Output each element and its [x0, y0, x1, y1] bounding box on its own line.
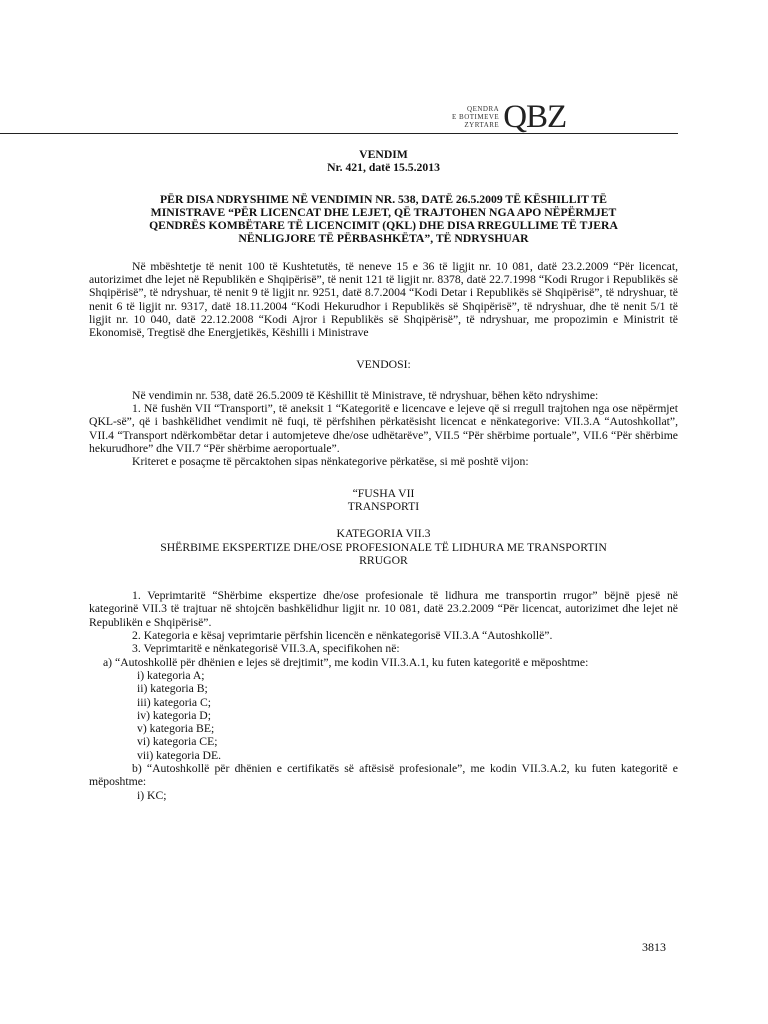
document-subject: PËR DISA NDRYSHIME NË VENDIMIN NR. 538, DATË 26.5.2009 TË KËSHILLIT TË MINISTRAVE “PËR LICENCAT DHE LEJET, QË TRAJTOHEN NGA APO NËPËRMJET QENDRËS KOMBËTARE TË LICENCIMIT (QKL) DHE DISA RREGULLIME TË TJERA NËNLIGJORE TË PËRBASHKËTA”, TË NDRYSHUAR [149, 192, 618, 246]
item-3-paragraph: 3. Veprimtaritë e nënkategorisë VII.3.A, specifikohen në: [132, 642, 400, 656]
list-item: ii) kategoria B; [137, 682, 208, 696]
criteria-paragraph: Kriteret e posaçme të përcaktohen sipas nënkategorive përkatëse, si më poshtë vijon: [132, 455, 529, 469]
list-item: vi) kategoria CE; [137, 735, 218, 749]
item-2-paragraph: 2. Kategoria e kësaj veprimtarie përfshin licencën e nënkategorisë VII.3.A “Autoshkollë”. [132, 629, 553, 643]
intro-paragraph: Në vendimin nr. 538, datë 26.5.2009 të Këshillit të Ministrave, të ndryshuar, bëhen këto ndryshime: [132, 388, 599, 402]
field-subtitle: TRANSPORTI [347, 499, 420, 513]
list-item: v) kategoria BE; [137, 722, 215, 736]
category-name: SHËRBIME EKSPERTIZE DHE/OSE PROFESIONALE TË LIDHURA ME TRANSPORTIN [160, 540, 607, 554]
page-number: 3813 [642, 940, 666, 954]
item-1-paragraph: 1. Veprimtaritë “Shërbime ekspertize dhe/ose profesionale të lidhura me transportin rrugor” bëjnë pjesë në kategorinë VII.3 të trajtuar në shtojcën bashkëlidhur ligjit nr. 10 081, datë 23.2.2009 “Për licencat, autorizimet dhe lejet në Republikën e Shqipërisë”. [89, 589, 678, 629]
document-title: VENDIM [359, 148, 408, 161]
header-rule [0, 133, 678, 134]
list-item: iv) kategoria D; [137, 708, 211, 722]
category-list-a [89, 669, 678, 762]
list-item: i) KC; [137, 788, 167, 802]
list-item: vii) kategoria DE. [137, 748, 222, 762]
point-1-paragraph: 1. Në fushën VII “Transporti”, të aneksit 1 “Kategoritë e licencave e lejeve që si rregull trajtohen nga ose nëpërmjet QKL-së”, që i bashkëlidhet vendimit në fuqi, të përfshihen përkatësisht licencat e nënkategorive: VII.3.A “Autoshkollat”, VII.4 “Transport ndërkombëtar detar i automjeteve dhe/ose udhëtarëve”, VII.5 “Për shërbime portuale”, VII.6 “Për shërbime hekurudhore” dhe VII.7 “Për shërbime aeroportuale”. [89, 402, 678, 456]
list-item: iii) kategoria C; [137, 695, 211, 709]
document-body [89, 148, 678, 802]
logo-text: QENDRA E BOTIMEVE ZYRTARE [452, 105, 500, 129]
list-item: i) kategoria A; [137, 668, 205, 682]
document-number: Nr. 421, datë 15.5.2013 [327, 161, 440, 175]
field-title: “FUSHA VII [352, 486, 415, 500]
decided-heading: VENDOSI: [356, 357, 411, 371]
logo-mark: QBZ [503, 99, 567, 135]
category-title: KATEGORIA VII.3 [336, 527, 431, 541]
item-a-paragraph: a) “Autoshkollë për dhënien e lejes së drejtimit”, me kodin VII.3.A.1, ku futen kategoritë e mëposhtme: [103, 655, 589, 669]
item-b-paragraph: b) “Autoshkollë për dhënien e certifikatës së aftësisë profesionale”, me kodin VII.3.A.2, ku futen kategoritë e mëposhtme: [89, 761, 678, 789]
category-list-b [89, 789, 678, 802]
category-name-cont: RRUGOR [359, 553, 408, 567]
preamble-paragraph: Në mbështetje të nenit 100 të Kushtetutës, të neneve 15 e 36 të ligjit nr. 10 081, datë 23.2.2009 “Për licencat, autorizimet dhe lejet në Republikën e Shqipërisë”, të nenit 121 të ligjit nr. 8378, datë 22.7.1998 “Kodi Rrugor i Republikës së Shqipërisë”, të ndryshuar, të nenit 9 të ligjit nr. 9251, datë 8.7.2004 “Kodi Detar i Republikës së Shqipërisë”, të ndryshuar, të nenit 6 të ligjit nr. 9317, datë 18.11.2004 “Kodi Hekurudhor i Republikës së Shqipërisë”, të ndryshuar, dhe të nenit 5/1 të ligjit nr. 10 040, datë 22.12.2008 “Kodi Ajror i Republikës së Shqipërisë”, të ndryshuar, me propozimin e Ministrit të Ekonomisë, Tregtisë dhe Energjetikës, Këshilli i Ministrave [89, 259, 678, 340]
publisher-logo [452, 101, 566, 133]
